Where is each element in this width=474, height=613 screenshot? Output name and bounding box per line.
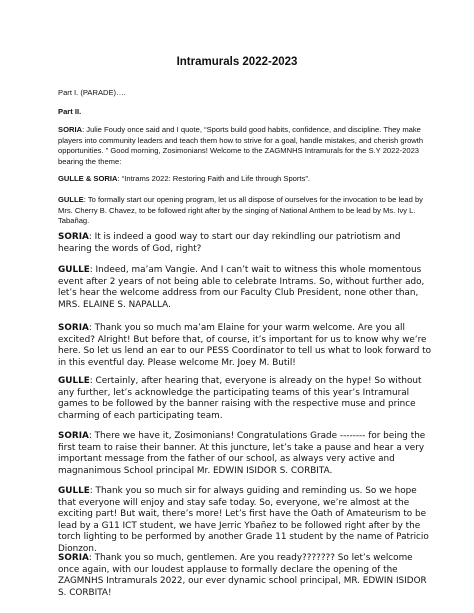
paragraph-text: : Julie Foudy once said and I quote, “Sports build good habits, confidence, and discipline. They make players into community leaders and teach them how to strive for a goal, handle mistakes, and cherish growth opportunities. ” Good morning, Zosimonians! Welcome to the ZAGMNHS Intramurals for the S.Y 2022-2023 bearing the theme:: [58, 125, 424, 166]
paragraph-text: : Thank you so much, gentlemen. Are you ready??????? So let’s welcome once again, with our loudest applause to formally declare the opening of the ZAGMNHS Intramurals 2022, our ever dynamic school principal, MR. EDWIN ISIDOR S. CORBITA!: [58, 553, 427, 598]
script-paragraph-5: [58, 265, 432, 311]
script-paragraph-10: [58, 553, 432, 599]
script-paragraph-4: [58, 232, 432, 255]
speaker-label: GULLE: [58, 486, 90, 496]
paragraph-text: : There we have it, Zosimonians! Congratulations Grade -------- for being the first team to raise their banner. At this juncture, let’s take a pause and hear a very important message from the father of our school, as always very active and magnanimous School principal Mr. EDWIN ISIDOR S. CORBITA.: [58, 431, 426, 476]
speaker-label: SORIA: [58, 553, 89, 563]
speaker-label: SORIA: [58, 232, 89, 242]
part-one-heading: Part I. (PARADE)….: [58, 88, 126, 97]
document-title: Intramurals 2022-2023: [176, 56, 298, 68]
script-paragraph-3: [58, 195, 428, 227]
speaker-label: SORIA: [58, 125, 83, 134]
speaker-label: GULLE: [58, 376, 90, 386]
paragraph-text: : Thank you so much sir for always guiding and reminding us. So we hope that everyone will enjoy and stay safe today. So, everyone, we’re almost at the exciting part! But wait, there’s more! Let’s first have the Oath of Amateurism to be lead by a G11 ICT student, we have Jerric Ybañez to be followed right after by the torch lighting to be performed by another Grade 11 student by the name of Patricio Dionzon.: [58, 486, 429, 554]
paragraph-text: : To formally start our opening program, let us all dispose of ourselves for the invocation to be lead by Mrs. Cherry B. Chavez, to be followed right after by the singing of National Anthem to be lead by Ms. Ivy L. Tabañag.: [58, 195, 423, 226]
script-paragraph-8: [58, 431, 432, 477]
speaker-label: SORIA: [58, 323, 89, 333]
paragraph-text: : Certainly, after hearing that, everyone is already on the hype! So without any further, let’s acknowledge the participating teams of this year’s Intramural games to be followed by the banner raising with the respective muse and prince charming of each participating team.: [58, 376, 422, 421]
speaker-label: GULLE: [58, 265, 90, 275]
script-paragraph-6: [58, 323, 432, 369]
paragraph-text: : It is indeed a good way to start our day rekindling our patriotism and hearing the words of God, right?: [58, 232, 401, 254]
paragraph-text: : “Intrams 2022: Restoring Faith and Life through Sports”.: [117, 174, 310, 183]
paragraph-text: : Thank you so much ma’am Elaine for your warm welcome. Are you all excited? Alright! But before that, of course, it’s important for us to know why we’re here. So let us lend an ear to our PESS Coordinator to tell us what to look forward to in this eventful day. Please welcome Mr. Joey M. Butil!: [58, 323, 432, 368]
script-paragraph-1: [58, 125, 428, 167]
speaker-label: GULLE & SORIA: [58, 174, 118, 183]
script-paragraph-2: [58, 174, 428, 185]
script-paragraph-7: [58, 376, 432, 422]
speaker-label: SORIA: [58, 431, 89, 441]
part-two-heading: Part II.: [58, 107, 82, 116]
paragraph-text: : Indeed, ma’am Vangie. And I can’t wait to witness this whole momentous event after 2 years of not being able to celebrate Intrams. So, without further ado, let’s hear the welcome address from our Faculty Club President, none other than, MRS. ELAINE S. NAPALLA.: [58, 265, 425, 310]
script-paragraph-9: [58, 486, 432, 556]
speaker-label: GULLE: [58, 195, 84, 204]
